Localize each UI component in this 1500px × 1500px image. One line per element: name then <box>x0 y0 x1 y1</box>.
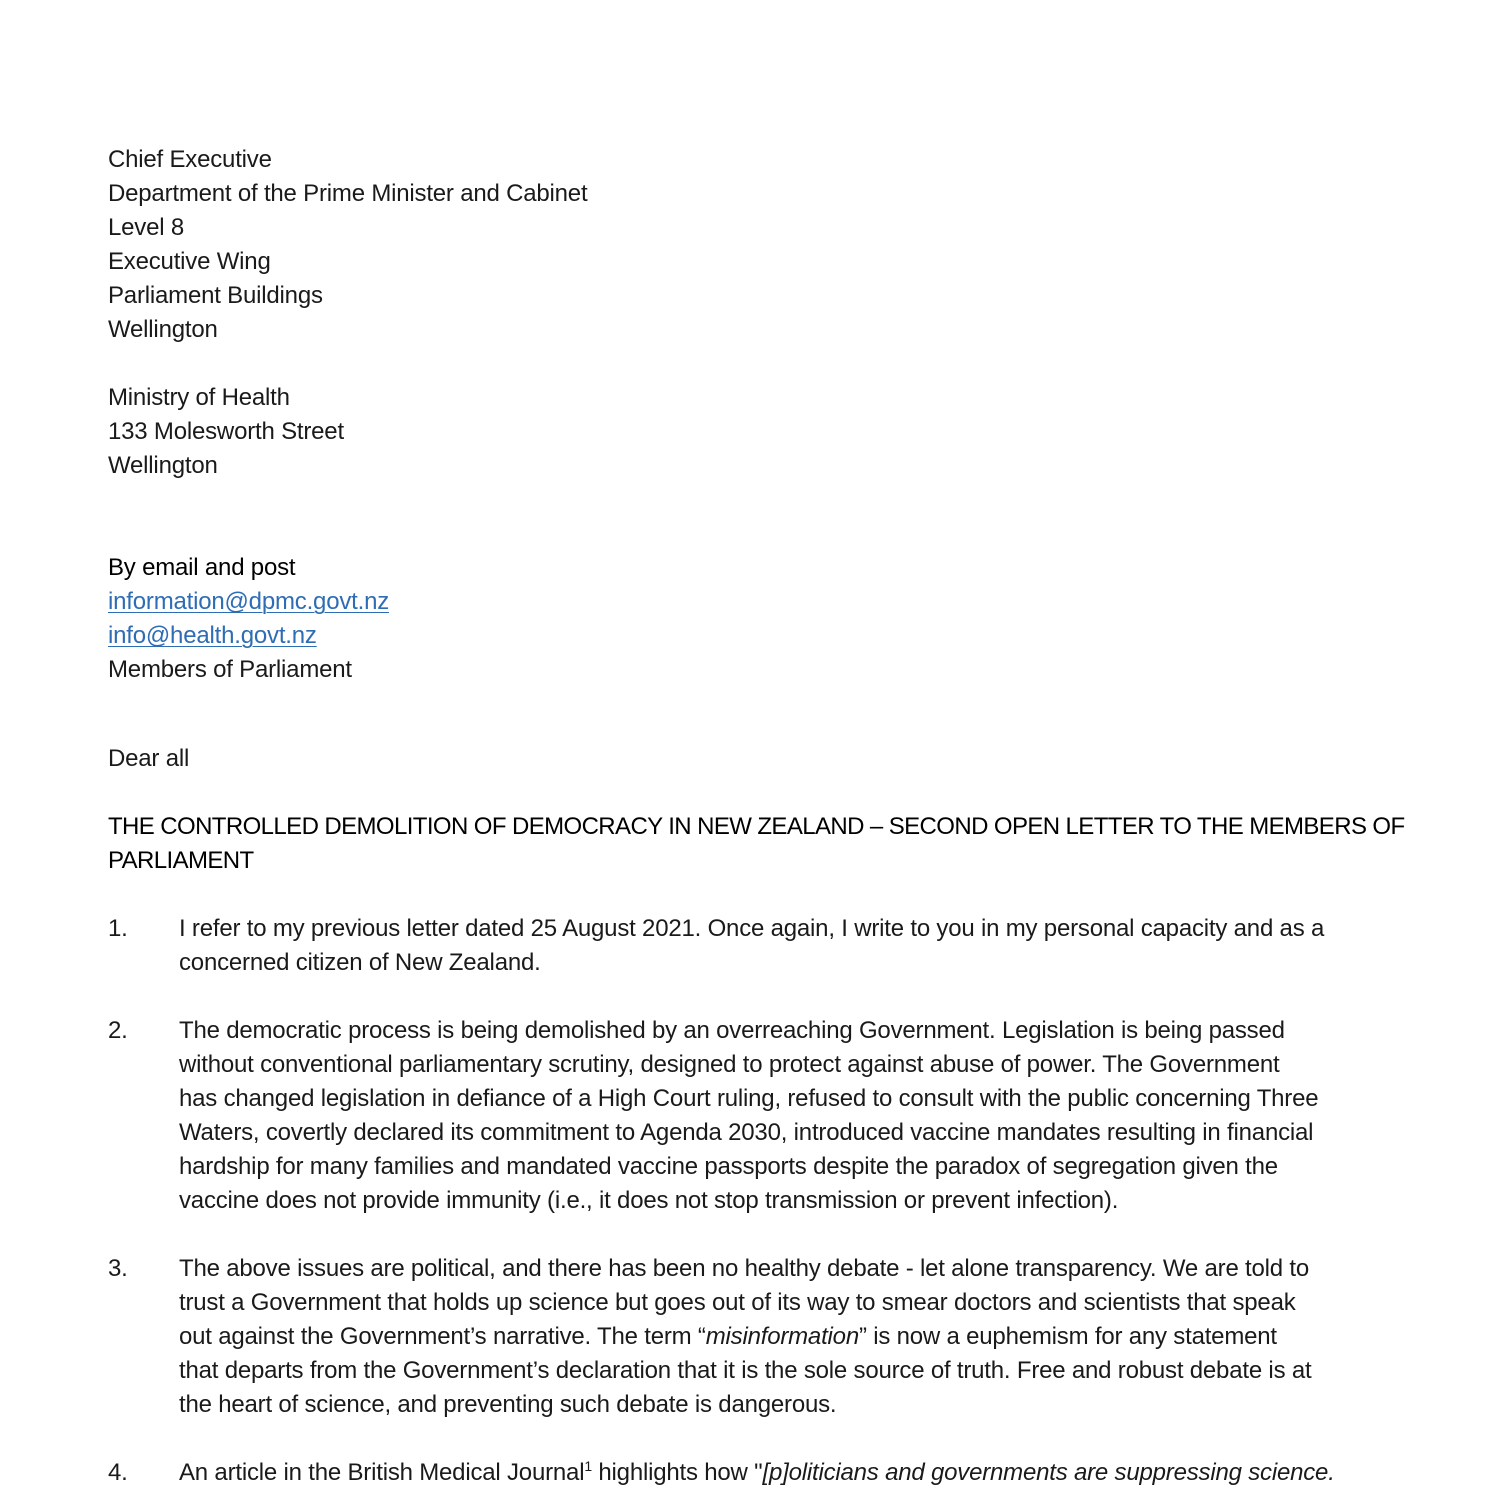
text-line: has changed legislation in defiance of a High Court ruling, refused to consult with the public concerning Three <box>179 1085 1319 1112</box>
spacer <box>108 1422 1408 1456</box>
letter-page <box>108 143 1408 1490</box>
text-fragment: out against the Government’s narrative. The term “ <box>179 1323 706 1350</box>
spacer <box>108 980 1408 1014</box>
address-line: Parliament Buildings <box>108 282 323 309</box>
spacer <box>108 347 1408 381</box>
salutation-text: Dear all <box>108 745 190 772</box>
text-fragment: An article in the British Medical Journal <box>179 1459 585 1486</box>
spacer <box>108 483 1408 551</box>
salutation <box>108 742 1408 776</box>
address-line: Level 8 <box>108 214 184 241</box>
moh-address-block <box>108 381 1408 483</box>
delivery-method: By email and post <box>108 554 296 581</box>
numbered-paragraph-1 <box>108 912 1408 980</box>
letter-heading <box>108 810 1408 878</box>
text-line: The above issues are political, and there has been no healthy debate - let alone transparency. We are told to <box>179 1255 1310 1282</box>
address-line: Executive Wing <box>108 248 271 275</box>
spacer <box>108 1218 1408 1252</box>
paragraph-number: 3. <box>108 1255 128 1282</box>
spacer <box>108 687 1408 742</box>
address-line: Wellington <box>108 316 218 343</box>
also-to: Members of Parliament <box>108 656 352 683</box>
paragraph-number: 1. <box>108 915 128 942</box>
heading-line-1: THE CONTROLLED DEMOLITION OF DEMOCRACY IN NEW ZEALAND – SECOND OPEN LETTER TO THE MEMBERS OF <box>108 813 1405 840</box>
text-line: concerned citizen of New Zealand. <box>179 949 541 976</box>
text-line: Waters, covertly declared its commitment to Agenda 2030, introduced vaccine mandates resulting in financial <box>179 1119 1314 1146</box>
address-line: Ministry of Health <box>108 384 290 411</box>
numbered-paragraph-2 <box>108 1014 1408 1218</box>
paragraph-text <box>179 1014 1408 1218</box>
text-line: without conventional parliamentary scrutiny, designed to protect against abuse of power. The Government <box>179 1051 1280 1078</box>
text-line: vaccine does not provide immunity (i.e., it does not stop transmission or prevent infection). <box>179 1187 1119 1214</box>
text-line: hardship for many families and mandated vaccine passports despite the paradox of segregation given the <box>179 1153 1278 1180</box>
text-fragment: ” is now a euphemism for any statement <box>858 1323 1277 1350</box>
paragraph-number: 4. <box>108 1459 128 1486</box>
footnote-reference[interactable]: 1 <box>584 1458 592 1474</box>
email-link-dpmc[interactable]: information@dpmc.govt.nz <box>108 588 390 615</box>
text-line: The democratic process is being demolished by an overreaching Government. Legislation is being passed <box>179 1017 1285 1044</box>
spacer <box>108 776 1408 810</box>
paragraph-text <box>179 912 1408 980</box>
dpmc-address-block <box>108 143 1408 347</box>
text-line <box>179 1320 1408 1354</box>
text-line: that departs from the Government’s declaration that it is the sole source of truth. Free and robust debate is at <box>179 1357 1312 1384</box>
numbered-paragraph-3 <box>108 1252 1408 1422</box>
paragraph-number: 2. <box>108 1017 128 1044</box>
quoted-text: [p]oliticians and governments are suppressing science. <box>762 1459 1335 1486</box>
emphasis-term: misinformation <box>705 1323 859 1350</box>
numbered-paragraph-4 <box>108 1456 1408 1490</box>
address-line: Wellington <box>108 452 218 479</box>
address-line: Department of the Prime Minister and Cabinet <box>108 180 588 207</box>
address-line: 133 Molesworth Street <box>108 418 344 445</box>
email-link-health[interactable]: info@health.govt.nz <box>108 622 317 649</box>
spacer <box>108 878 1408 912</box>
delivery-block <box>108 551 1408 687</box>
text-line: trust a Government that holds up science but goes out of its way to smear doctors and scientists that speak <box>179 1289 1296 1316</box>
address-line: Chief Executive <box>108 146 272 173</box>
text-line <box>179 1456 1408 1490</box>
text-line: I refer to my previous letter dated 25 August 2021. Once again, I write to you in my personal capacity and as a <box>179 915 1325 942</box>
paragraph-text <box>179 1456 1408 1490</box>
text-fragment: highlights how " <box>591 1459 763 1486</box>
text-line: the heart of science, and preventing such debate is dangerous. <box>179 1391 837 1418</box>
heading-line-2: PARLIAMENT <box>108 847 254 874</box>
paragraph-text <box>179 1252 1408 1422</box>
